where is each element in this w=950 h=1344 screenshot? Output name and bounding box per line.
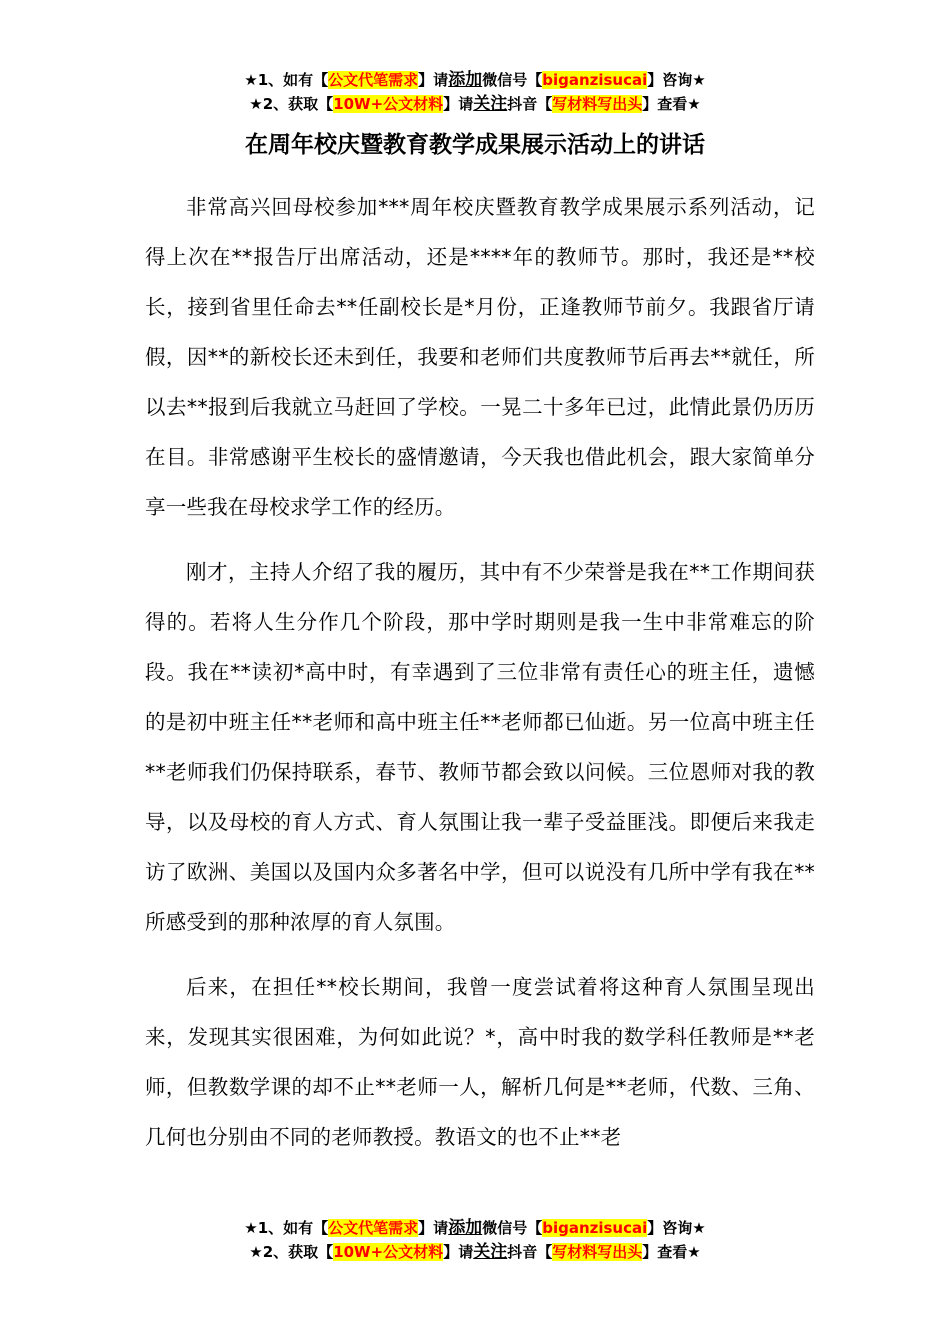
banner-text: 微信号【 [482, 1219, 543, 1237]
banner-text: 】请 [443, 1243, 474, 1261]
banner-text: 】请 [418, 71, 449, 89]
banner-underlined: 添加 [448, 1218, 483, 1238]
paragraph: 非常高兴回母校参加***周年校庆暨教育教学成果展示系列活动，记得上次在**报告厅出席活动，还是****年的教师节。那时，我还是**校长，接到省里任命去**任副校长是*月份，正逢教师节前夕。我跟省厅请假，因**的新校长还未到任，我要和老师们共度教师节后再去**就任，所以去**报到后我就立马赶回了学校。一晃二十多年已过，此情此景仍历历在目。非常感谢平生校长的盛情邀请，今天我也借此机会，跟大家简单分享一些我在母校求学工作的经历。 [145, 195, 815, 519]
banner-text: ★2、获取【 [249, 1243, 334, 1261]
banner-highlight: 10W+公文材料 [333, 95, 444, 113]
banner-text: 】请 [418, 1219, 449, 1237]
banner-highlight: biganzisucai [542, 71, 648, 89]
banner-highlight: 写材料写出头 [552, 1243, 643, 1261]
bottom-banner [0, 1216, 950, 1264]
banner-text: 】咨询★ [647, 71, 706, 89]
banner-highlight: 公文代笔需求 [328, 1219, 419, 1237]
banner-text: ★2、获取【 [249, 95, 334, 113]
document-title: 在周年校庆暨教育教学成果展示活动上的讲话 [245, 132, 705, 158]
banner-line-2 [0, 92, 950, 116]
banner-text: 抖音【 [507, 1243, 553, 1261]
banner-line-1 [0, 68, 950, 92]
banner-text: ★1、如有【 [244, 1219, 329, 1237]
banner-text: 抖音【 [507, 95, 553, 113]
banner-highlight: 10W+公文材料 [333, 1243, 444, 1261]
banner-text: 微信号【 [482, 71, 543, 89]
banner-text: 】查看★ [642, 1243, 701, 1261]
paragraph: 刚才，主持人介绍了我的履历，其中有不少荣誉是我在**工作期间获得的。若将人生分作几个阶段，那中学时期则是我一生中非常难忘的阶段。我在**读初*高中时，有幸遇到了三位非常有责任心的班主任，遗憾的是初中班主任**老师和高中班主任**老师都已仙逝。另一位高中班主任**老师我们仍保持联系，春节、教师节都会致以问候。三位恩师对我的教导，以及母校的育人方式、育人氛围让我一辈子受益匪浅。即便后来我走访了欧洲、美国以及国内众多著名中学，但可以说没有几所中学有我在**所感受到的那种浓厚的育人氛围。 [145, 560, 815, 934]
banner-underlined: 添加 [448, 70, 483, 90]
banner-underlined: 关注 [473, 1242, 508, 1262]
banner-text: 】查看★ [642, 95, 701, 113]
banner-highlight: 公文代笔需求 [328, 71, 419, 89]
top-banner [0, 68, 950, 116]
document-body [145, 182, 815, 1177]
banner-highlight: 写材料写出头 [552, 95, 643, 113]
banner-text: 】咨询★ [647, 1219, 706, 1237]
banner-text: 】请 [443, 95, 474, 113]
banner-underlined: 关注 [473, 94, 508, 114]
banner-highlight: biganzisucai [542, 1219, 648, 1237]
banner-text: ★1、如有【 [244, 71, 329, 89]
banner-line-2 [0, 1240, 950, 1264]
paragraph: 后来，在担任**校长期间，我曾一度尝试着将这种育人氛围呈现出来，发现其实很困难，为何如此说？*，高中时我的数学科任教师是**老师，但教数学课的却不止**老师一人，解析几何是**老师，代数、三角、几何也分别由不同的老师教授。教语文的也不止**老 [145, 975, 815, 1149]
banner-line-1 [0, 1216, 950, 1240]
